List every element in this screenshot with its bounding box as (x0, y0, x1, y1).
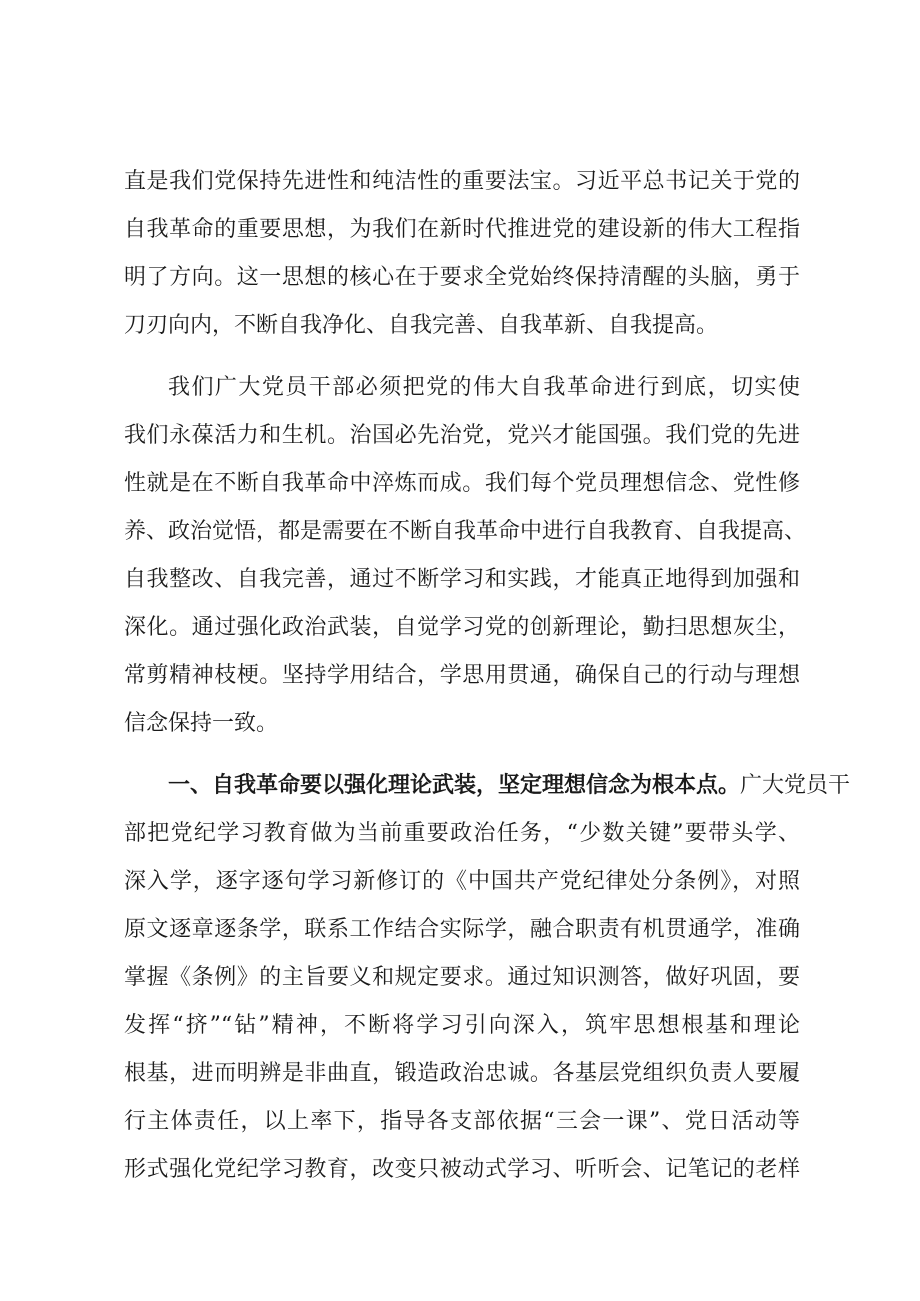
text-line: 直是我们党保持先进性和纯洁性的重要法宝。习近平总书记关于党的 (124, 169, 800, 194)
text-line: 明了方向。这一思想的核心在于要求全党始终保持清醒的头脑，勇于 (124, 265, 800, 290)
document-body (124, 158, 851, 1194)
paragraph-1 (124, 158, 800, 350)
text-line: 形式强化党纪学习教育，改变只被动式学习、听听会、记笔记的老样 (124, 1157, 800, 1182)
text-line: 自我革命的重要思想，为我们在新时代推进党的建设新的伟大工程指 (124, 217, 800, 242)
paragraph-3 (124, 762, 851, 1194)
text-line: 信念保持一致。 (124, 711, 279, 736)
text-line: 发挥“挤”“钻”精神，不断将学习引向深入，筑牢思想根基和理论 (124, 1013, 800, 1038)
section-heading: 一、自我革命要以强化理论武装，坚定理想信念为根本点。 (168, 773, 741, 798)
text-line: 原文逐章逐条学，联系工作结合实际学，融合职责有机贯通学，准确 (124, 917, 800, 942)
paragraph-2 (124, 364, 807, 748)
text-line: 养、政治觉悟，都是需要在不断自我革命中进行自我教育、自我提高、 (124, 519, 807, 544)
heading-line-rest: 广大党员干 (740, 773, 851, 798)
text-line (124, 762, 851, 810)
text-line: 我们永葆活力和生机。治国必先治党，党兴才能国强。我们党的先进 (124, 423, 800, 448)
text-line: 部把党纪学习教育做为当前重要政治任务，“少数关键”要带头学、 (124, 821, 800, 846)
text-line: 掌握《条例》的主旨要义和规定要求。通过知识测答，做好巩固，要 (124, 965, 800, 990)
text-line: 深化。通过强化政治武装，自觉学习党的创新理论，勤扫思想灰尘， (124, 615, 800, 640)
text-line: 行主体责任，以上率下，指导各支部依据“三会一课”、党日活动等 (124, 1109, 800, 1134)
text-line: 常剪精神枝梗。坚持学用结合，学思用贯通，确保自己的行动与理想 (124, 663, 800, 688)
text-line: 根基，进而明辨是非曲直，锻造政治忠诚。各基层党组织负责人要履 (124, 1061, 800, 1086)
text-line: 性就是在不断自我革命中淬炼而成。我们每个党员理想信念、党性修 (124, 471, 800, 496)
text-line: 刀刃向内，不断自我净化、自我完善、自我革新、自我提高。 (124, 313, 719, 338)
paragraph-spacer (124, 350, 800, 364)
text-line: 自我整改、自我完善，通过不断学习和实践，才能真正地得到加强和 (124, 567, 800, 592)
text-line: 我们广大党员干部必须把党的伟大自我革命进行到底，切实使 (168, 375, 800, 400)
text-line: 深入学，逐字逐句学习新修订的《中国共产党纪律处分条例》，对照 (124, 869, 800, 894)
paragraph-spacer (124, 748, 800, 762)
